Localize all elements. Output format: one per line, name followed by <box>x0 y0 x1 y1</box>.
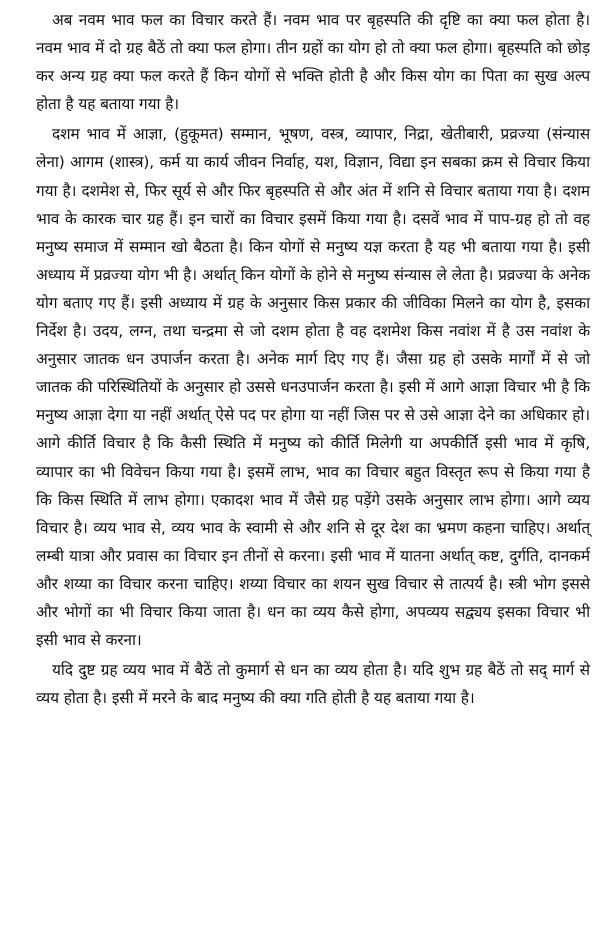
paragraph-tenth-house: दशम भाव में आज्ञा, (हुकूमत) सम्मान, भूषण, वस्त्र, व्यापार, निद्रा, खेतीबारी, प्रव्रज्या (संन्यास लेना) आगम (शास्त्र), कर्म या कार्य जीवन निर्वाह, यश, विज्ञान, विद्या इन सबका क्रम से विचार किया गया है। दशमेश से, फिर सूर्य से और फिर बृहस्पति से और अंत में शनि से विचार बताया गया है। दशम भाव के कारक चार ग्रह हैं। इन चारों का विचार इसमें किया गया है। दसवें भाव में पाप-ग्रह हो तो वह मनुष्य समाज में सम्मान खो बैठता है। किन योगों से मनुष्य यज्ञ करता है यह भी बताया गया है। इसी अध्याय में प्रव्रज्या योग भी है। अर्थात् किन योगों के होने से मनुष्य संन्यास ले लेता है। प्रव्रज्या के अनेक योग बताए गए हैं। इसी अध्याय में ग्रह के अनुसार किस प्रकार की जीविका मिलने का योग है, इसका निर्देश है। उदय, लग्न, तथा चन्द्रमा से जो दशम होता है वह दशमेश किस नवांश में है उस नवांश के अनुसार जातक धन उपार्जन करता है। अनेक मार्ग दिए गए हैं। जैसा ग्रह हो उसके मार्गों में से जो जातक की परिस्थितियों के अनुसार हो उससे धनउपार्जन करता है। इसी में आगे आज्ञा विचार भी है कि मनुष्य आज्ञा देगा या नहीं अर्थात् ऐसे पद पर होगा या नहीं जिस पर से उसे आज्ञा देने का अधिकार हो। आगे कीर्ति विचार है कि कैसी स्थिति में मनुष्य को कीर्ति मिलेगी या अपकीर्ति इसी भाव में कृषि, व्यापार का भी विवेचन किया गया है। इसमें लाभ, भाव का विचार बहुत विस्तृत रूप से किया गया है कि किस स्थिति में लाभ होगा। एकादश भाव में जैसे ग्रह पड़ेंगे उसके अनुसार लाभ होगा। आगे व्यय विचार है। व्यय भाव से, व्यय भाव के स्वामी से और शनि से दूर देश का भ्रमण कहना चाहिए। अर्थात् लम्बी यात्रा और प्रवास का विचार इन तीनों से करना। इसी भाव में यातना अर्थात् कष्ट, दुर्गति, दानकर्म और शय्या का विचार करना चाहिए। शय्या विचार का शयन सुख विचार से तात्पर्य है। स्त्री भोग इससे और भोगों का भी विचार किया जाता है। धन का व्यय कैसे होगा, अपव्यय सद्व्यय इसका विचार भी इसी भाव से करना। <box>36 125 590 650</box>
paragraph-twelfth-house: यदि दुष्ट ग्रह व्यय भाव में बैठें तो कुमार्ग से धन का व्यय होता है। यदि शुभ ग्रह बैठें तो सद् मार्ग से व्यय होता है। इसी में मरने के बाद मनुष्य की क्या गति होती है यह बताया गया है। <box>36 661 590 708</box>
paragraph-ninth-house: अब नवम भाव फल का विचार करते हैं। नवम भाव पर बृहस्पति की दृष्टि का क्या फल होता है। नवम भाव में दो ग्रह बैठें तो क्या फल होगा। तीन ग्रहों का योग हो तो क्या फल होगा। बृहस्पति को छोड़ कर अन्य ग्रह क्या फल करते हैं किन योगों से भक्ति होती है और किस योग का पिता का सुख अल्प होता है यह बताया गया है। <box>36 11 590 114</box>
